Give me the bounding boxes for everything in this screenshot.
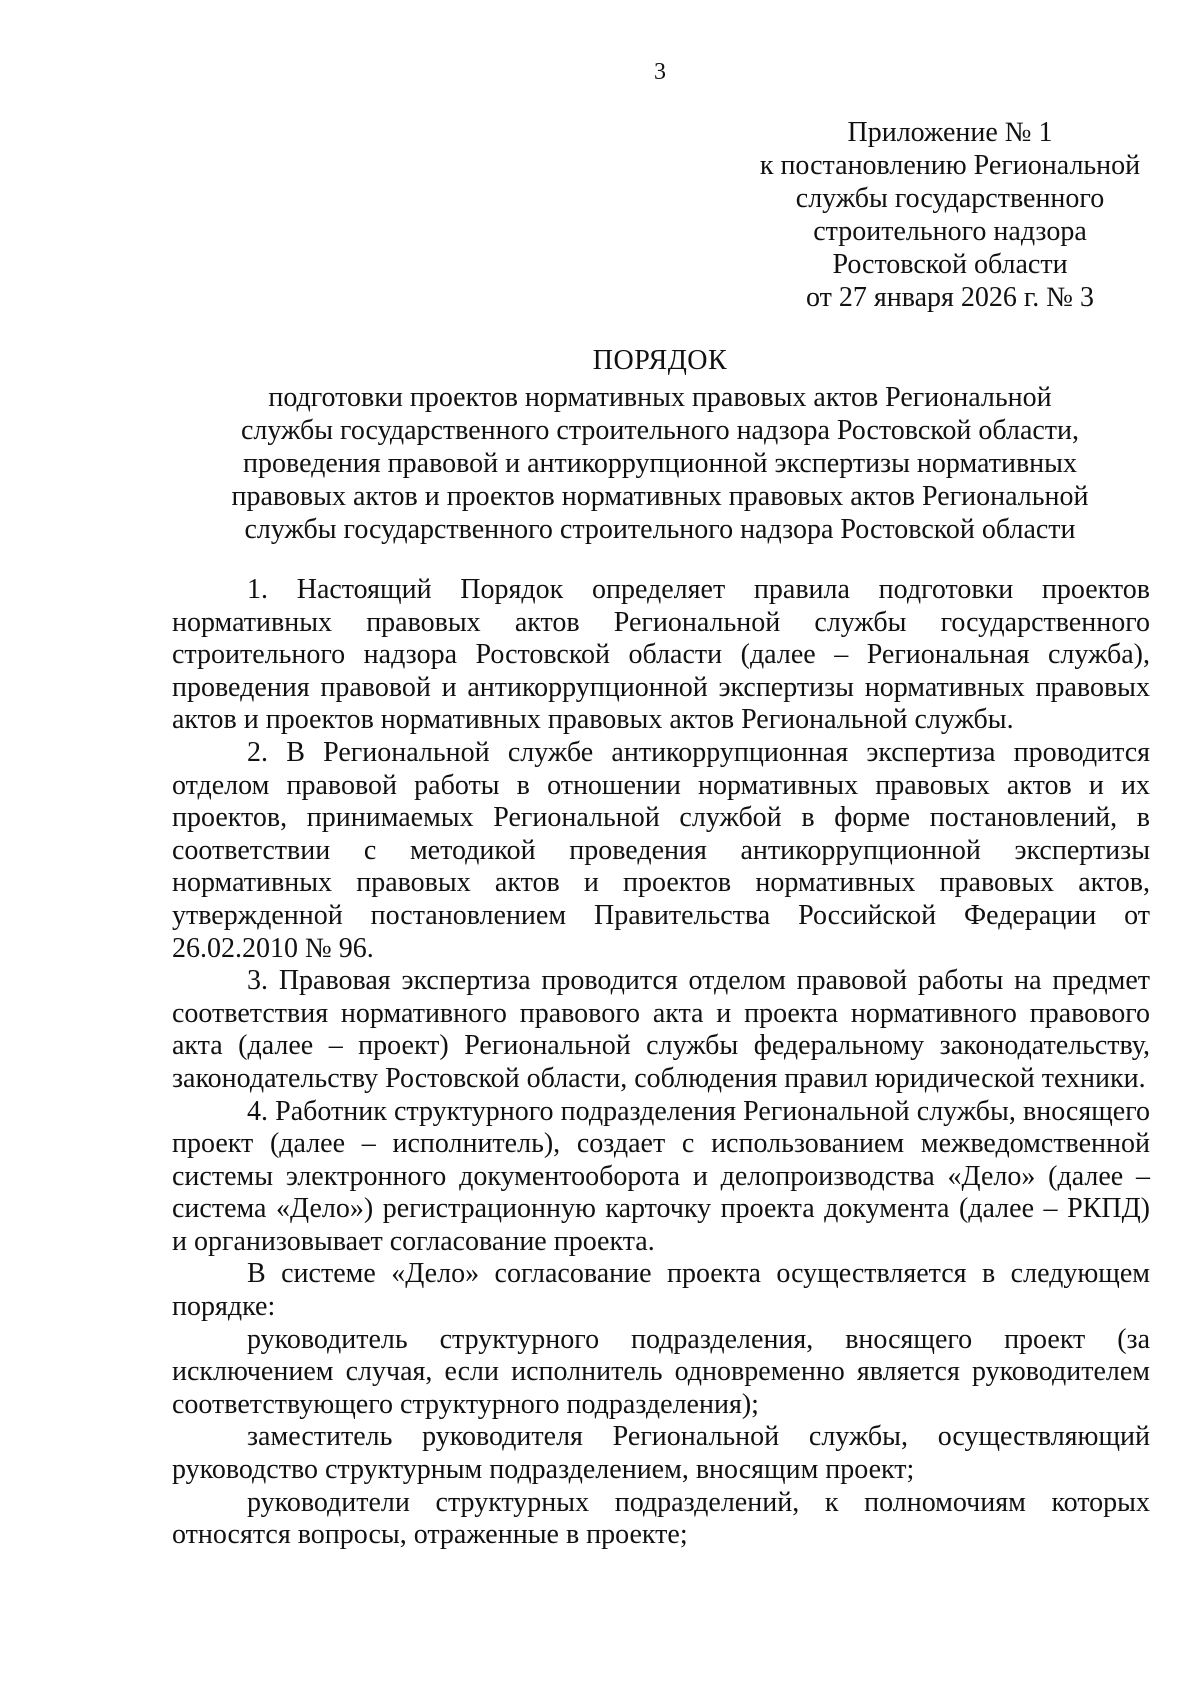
- paragraph-approval-order: В системе «Дело» согласование проекта осуществляется в следующем порядке:: [172, 1258, 1150, 1323]
- appendix-block: [740, 116, 1160, 314]
- paragraph-2: 2. В Региональной службе антикоррупционная экспертиза проводится отделом правовой работы в отношении нормативных правовых актов и их проектов, принимаемых Региональной службой в форме постановлений, в соответствии с методикой проведения антикоррупционной экспертизы нормативных правовых актов и проектов нормативных правовых актов, утвержденной постановлением Правительства Российской Федерации от 26.02.2010 № 96.: [172, 736, 1150, 964]
- appendix-line: Ростовской области: [832, 249, 1068, 280]
- paragraph-approver-head-of-unit: руководитель структурного подразделения, вносящего проект (за исключением случая, если исполнитель одновременно является руководителем соответствующего структурного подразделения);: [172, 1323, 1150, 1420]
- subtitle-line: проведения правовой и антикоррупционной экспертизы нормативных: [243, 448, 1077, 479]
- page-number: 3: [654, 59, 666, 85]
- paragraph-approver-deputy-head: заместитель руководителя Региональной службы, осуществляющий руководство структурным подразделением, вносящим проект;: [172, 1421, 1150, 1486]
- appendix-line: строительного надзора: [813, 216, 1087, 247]
- appendix-line: службы государственного: [795, 183, 1105, 214]
- appendix-line: от 27 января 2026 г. № 3: [806, 282, 1094, 313]
- paragraph-3: 3. Правовая экспертиза проводится отделом правовой работы на предмет соответствия нормативного правового акта и проекта нормативного правового акта (далее – проект) Региональной службы федеральному законодательству, законодательству Ростовской области, соблюдения правил юридической техники.: [172, 965, 1150, 1094]
- paragraph-approver-unit-heads: руководители структурных подразделений, к полномочиям которых относятся вопросы, отраженные в проекте;: [172, 1486, 1150, 1551]
- paragraph-1: 1. Настоящий Порядок определяет правила подготовки проектов нормативных правовых актов Региональной службы государственного строительного надзора Ростовской области (далее – Региональная служба), проведения правовой и антикоррупционной экспертизы нормативных правовых актов и проектов нормативных правовых актов Региональной службы.: [172, 574, 1150, 736]
- subtitle-line: правовых актов и проектов нормативных правовых актов Региональной: [231, 481, 1089, 512]
- paragraph-4: 4. Работник структурного подразделения Региональной службы, вносящего проект (далее – исполнитель), создает с использованием межведомственной системы электронного документооборота и делопроизводства «Дело» (далее – система «Дело») регистрационную карточку проекта документа (далее – РКПД) и организовывает согласование проекта.: [172, 1095, 1150, 1257]
- subtitle-line: службы государственного строительного надзора Ростовской области: [244, 514, 1076, 545]
- document-body: [172, 574, 1150, 1552]
- document-title: ПОРЯДОК: [592, 345, 728, 376]
- appendix-line: к постановлению Региональной: [759, 150, 1141, 181]
- document-subtitle: [180, 381, 1140, 546]
- subtitle-line: службы государственного строительного надзора Ростовской области,: [240, 415, 1080, 446]
- subtitle-line: подготовки проектов нормативных правовых актов Региональной: [268, 382, 1052, 413]
- appendix-line: Приложение № 1: [847, 117, 1053, 148]
